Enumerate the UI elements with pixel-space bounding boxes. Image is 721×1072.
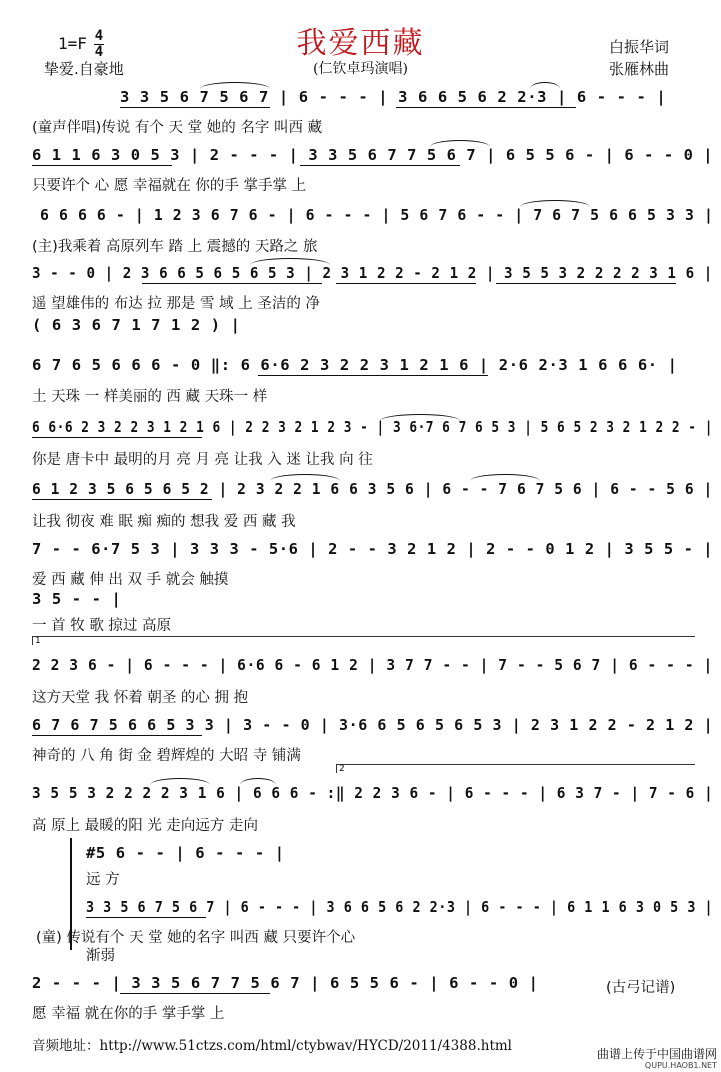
lyric-row-8: 爱 西 藏 伸 出 双 手 就会 触摸: [32, 572, 229, 588]
notation-row-8: 7 - - 6·7 5 3 | 3 3 3 - 5·6 | 2 - - 3 2 1 2 | 2 - - 0 1 2 | 3 5 5 - |: [32, 540, 714, 558]
slur-mark: [520, 200, 590, 207]
watermark-url: QUPU.HAOB1.NET: [644, 1061, 717, 1070]
time-bottom: 4: [94, 44, 104, 60]
beam-line: [300, 165, 460, 166]
lyric-row-4: 遥 望雄伟的 布达 拉 那是 雪 域 上 圣洁的 净: [32, 296, 320, 312]
lyric-row-10: 神奇的 八 角 街 金 碧辉煌的 大昭 寺 铺满: [32, 748, 301, 764]
lyric-row-8b: 一 首 牧 歌 掠过 高原: [32, 618, 172, 634]
slur-mark: [250, 258, 330, 265]
beam-line: [496, 283, 676, 284]
notation-row-14: 2 - - - | 3 3 5 6 7 7 5 6 7 | 6 5 5 6 - | 6 - - 0 |: [32, 974, 539, 992]
time-top: 4: [94, 28, 104, 44]
lyric-row-6: 你是 唐卡中 最明的月 亮 月 亮 让我 入 迷 让我 向 往: [32, 452, 373, 468]
beam-line: [32, 735, 202, 736]
notation-row-11: 3 5 5 3 2 2 2 2 3 1 6 | 6 6 6 - :‖ 2 2 3 6 - | 6 - - - | 6 3 7 - | 7 - 6 |: [32, 784, 714, 802]
notation-row-13: 3 3 5 6 7 5 6 7 | 6 - - - | 3 6 6 5 6 2 2·3 | 6 - - - | 6 1 1 6 3 0 5 3 |: [86, 898, 714, 916]
notation-row-6: 6 6·6 2 3 2 2 3 1 2 1 6 | 2 2 3 2 1 2 3 - | 3 6·7 6 7 6 5 3 | 5 6 5 2 3 2 1 2 2 - |: [32, 418, 713, 436]
beam-line: [336, 283, 476, 284]
lyricist-credit: 白振华词: [608, 38, 669, 56]
beam-line: [258, 375, 488, 376]
notation-credit: (古弓记谱): [606, 980, 676, 996]
notation-row-4b: ( 6 3 6 7 1 7 1 2 ) |: [32, 316, 241, 334]
lyric-row-2: 只要许个 心 愿 幸福就在 你的手 掌手掌 上: [32, 178, 307, 194]
slur-mark: [200, 82, 270, 89]
notation-row-1: 3 3 5 6 7 5 6 7 | 6 - - - | 3 6 6 5 6 2 2·3 | 6 - - - |: [120, 88, 667, 106]
volta-bracket-2: 2: [336, 764, 695, 773]
lyric-row-1: (童声伴唱)传说 有个 天 堂 她的 名字 叫西 藏: [32, 120, 323, 136]
time-signature: [94, 30, 104, 59]
slur-mark: [380, 414, 460, 421]
lyric-row-3: (主)我乘着 高原列车 踏 上 震撼的 天路之 旅: [32, 239, 318, 255]
beam-line: [142, 283, 322, 284]
slur-mark: [470, 474, 540, 481]
performance-mood: 挚爱.自豪地: [44, 60, 124, 78]
slur-mark: [430, 140, 490, 147]
beam-line: [32, 165, 172, 166]
notation-row-7: 6 1 2 3 5 6 5 6 5 2 | 2 3 2 2 1 6 6 3 5 6 | 6 - - 7 6 7 5 6 | 6 - - 5 6 |: [32, 480, 713, 498]
notation-row-12: #5 6 - - | 6 - - - |: [86, 844, 285, 862]
slur-mark: [240, 778, 276, 785]
notation-row-5: 6 7 6 5 6 6 6 - 0 ‖: 6 6·6 2 3 2 2 3 1 2 1 6 | 2·6 2·3 1 6 6 6· |: [32, 356, 678, 374]
beam-line: [32, 437, 202, 438]
lyric-row-11: 高 原上 最暖的阳 光 走向远方 走向: [32, 818, 259, 834]
notation-row-10: 6 7 6 7 5 6 6 5 3 3 | 3 - - 0 | 3·6 6 5 6 5 6 5 3 | 2 3 1 2 2 - 2 1 2 |: [32, 716, 714, 734]
audio-address: 音频地址：http://www.51ctzs.com/html/ctybwav/HYCD/2011/4388.html: [32, 1038, 512, 1054]
key-signature: [58, 34, 87, 53]
lyric-row-7: 让我 彻夜 难 眠 痴 痴的 想我 爱 西 藏 我: [32, 514, 296, 530]
beam-line: [86, 917, 206, 918]
lyric-row-5: 土 天珠 一 样美丽的 西 藏 天珠一 样: [32, 389, 268, 405]
beam-line: [32, 499, 212, 500]
lyric-row-14: 愿 幸福 就在你的手 掌手掌 上: [32, 1006, 225, 1022]
beam-line: [396, 107, 576, 108]
watermark-text: 曲谱上传于中国曲谱网: [596, 1047, 717, 1061]
slur-mark: [270, 474, 340, 481]
beam-line: [120, 107, 270, 108]
lyric-row-12: 远 方: [86, 872, 120, 888]
key-label: 1=F: [58, 34, 87, 53]
notation-row-8b: 3 5 - - |: [32, 590, 122, 608]
performer-subtitle: (仁钦卓玛演唱): [313, 61, 408, 77]
composer-credit: 张雁林曲: [608, 60, 669, 78]
volta-bracket-1: 1: [32, 636, 695, 645]
lyric-row-9: 这方天堂 我 怀着 朝圣 的心 拥 抱: [32, 690, 249, 706]
watermark: [597, 1048, 717, 1072]
notation-row-9: 2 2 3 6 - | 6 - - - | 6·6 6 - 6 1 2 | 3 7 7 - - | 7 - - 5 6 7 | 6 - - - |: [32, 656, 713, 674]
notation-row-2: 6 1 1 6 3 0 5 3 | 2 - - - | 3 3 5 6 7 7 5 6 7 | 6 5 5 6 - | 6 - - 0 |: [32, 146, 714, 164]
slur-mark: [150, 778, 210, 785]
beam-line: [120, 993, 270, 994]
slur-mark: [530, 82, 560, 89]
notation-row-4: 3 - - 0 | 2 3 6 6 5 6 5 6 5 3 | 2 3 1 2 2 - 2 1 2 | 3 5 5 3 2 2 2 2 3 1 6 |: [32, 264, 713, 282]
notation-row-3: 6 6 6 6 - | 1 2 3 6 7 6 - | 6 - - - | 5 6 7 6 - - | 7 6 7 5 6 6 5 3 3 |: [40, 206, 714, 224]
lyric-row-13: (童) 传说有个 天 堂 她的名字 叫西 藏 只要许个心: [36, 930, 356, 946]
dynamic-marking: 渐弱: [86, 948, 115, 964]
song-title: 我爱西藏: [296, 26, 425, 61]
